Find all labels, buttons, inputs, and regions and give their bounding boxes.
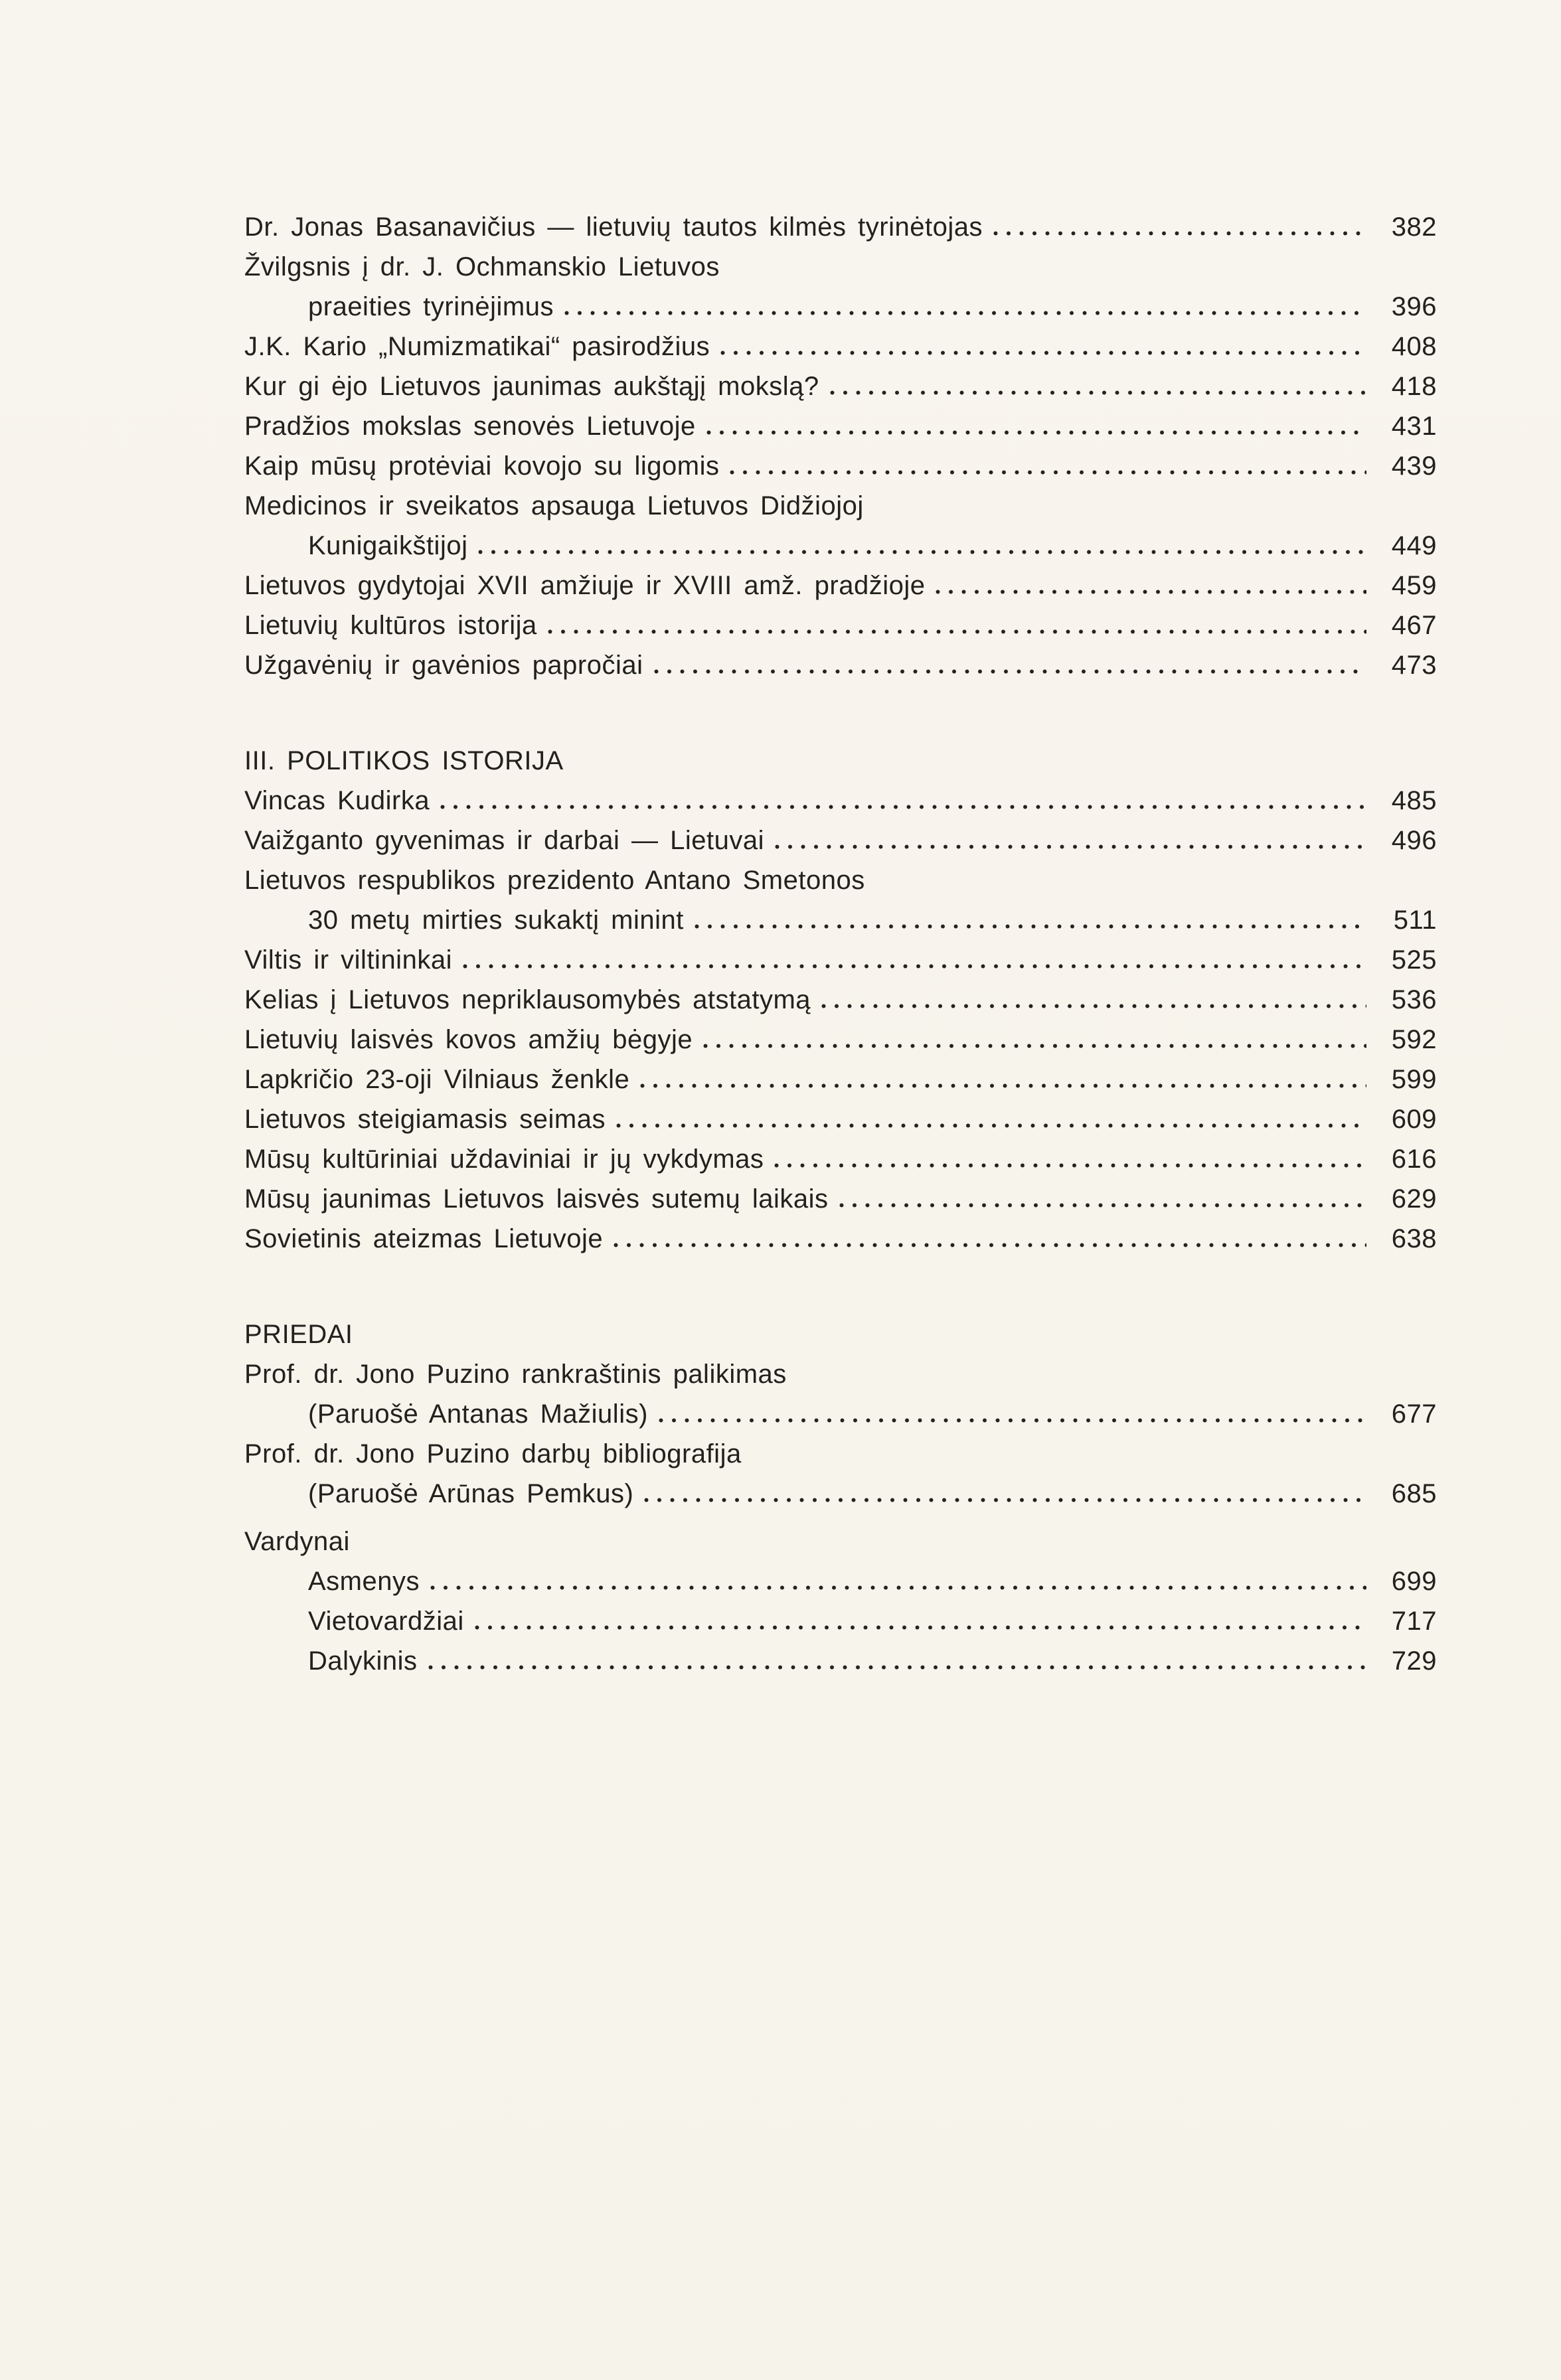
toc-entry — [244, 486, 1437, 526]
toc-entry — [244, 1099, 1437, 1139]
section-heading-politikos-istorija — [244, 741, 1437, 781]
toc-entry-page-number: 396 — [1391, 292, 1437, 321]
toc-entry — [244, 1219, 1437, 1259]
section-heading-priedai — [244, 1314, 1437, 1354]
toc-entry-page-number: 459 — [1391, 571, 1437, 600]
toc-entry — [244, 207, 1437, 247]
dot-leader — [830, 390, 1366, 395]
section-heading-label: III. POLITIKOS ISTORIJA — [244, 746, 564, 775]
toc-entry-page-number: 431 — [1391, 412, 1437, 441]
toc-entry — [244, 1394, 1437, 1434]
toc-entry-title: Lietuvių laisvės kovos amžių bėgyje — [244, 1025, 693, 1054]
toc-entry-title: Lietuvos gydytojai XVII amžiuje ir XVIII amž. pradžioje — [244, 571, 926, 600]
toc-entry — [244, 645, 1437, 685]
toc-entry-title: praeities tyrinėjimus — [308, 292, 554, 321]
toc-entry-title: Lietuvos respublikos prezidento Antano Smetonos — [244, 866, 865, 895]
toc-entry-page-number: 629 — [1391, 1184, 1437, 1214]
dot-leader — [695, 924, 1366, 929]
toc-entry — [244, 406, 1437, 446]
toc-entry-page-number: 599 — [1391, 1065, 1437, 1094]
toc-section-priedai — [244, 1314, 1437, 1681]
toc-entry-title: Dr. Jonas Basanavičius — lietuvių tautos kilmės tyrinėtojas — [244, 212, 983, 242]
toc-entry-title: Viltis ir viltininkai — [244, 945, 452, 975]
dot-leader — [640, 1083, 1366, 1088]
toc-entry — [244, 1434, 1437, 1474]
toc-entry — [244, 247, 1437, 287]
toc-entry-page-number: 729 — [1391, 1646, 1437, 1676]
toc-entry — [244, 1139, 1437, 1179]
toc-entry — [244, 1354, 1437, 1394]
toc-entry-title: Asmenys — [308, 1567, 420, 1596]
toc-entry-title: Kelias į Lietuvos nepriklausomybės atstatymą — [244, 985, 811, 1014]
toc-entry — [244, 605, 1437, 645]
toc-entry-title: Medicinos ir sveikatos apsauga Lietuvos Didžiojoj — [244, 491, 864, 520]
dot-leader — [616, 1123, 1366, 1128]
toc-entry-title: Užgavėnių ir gavėnios papročiai — [244, 651, 643, 680]
dot-leader — [428, 1665, 1366, 1670]
dot-leader — [644, 1498, 1366, 1502]
toc-entry — [244, 1060, 1437, 1099]
dot-leader — [720, 351, 1366, 355]
dot-leader — [993, 231, 1366, 236]
toc-entry-title: Dalykinis — [308, 1646, 418, 1676]
toc-entry-title: Vietovardžiai — [308, 1607, 464, 1636]
toc-entry-title: Prof. dr. Jono Puzino rankraštinis palikimas — [244, 1360, 787, 1389]
toc-entry-title: Vaižganto gyvenimas ir darbai — Lietuvai — [244, 826, 764, 855]
toc-entry — [244, 287, 1437, 327]
toc-entry-title: Sovietinis ateizmas Lietuvoje — [244, 1224, 604, 1253]
toc-entry — [244, 1601, 1437, 1641]
toc-entry-page-number: 525 — [1391, 945, 1437, 975]
toc-entry-title: Prof. dr. Jono Puzino darbų bibliografija — [244, 1439, 742, 1468]
toc-entry-page-number: 638 — [1391, 1224, 1437, 1253]
dot-leader — [936, 590, 1366, 594]
toc-entry — [244, 781, 1437, 821]
toc-entry — [244, 327, 1437, 366]
toc-entry-page-number: 616 — [1391, 1145, 1437, 1174]
toc-entry-page-number: 685 — [1391, 1479, 1437, 1508]
toc-entry-title: (Paruošė Arūnas Pemkus) — [308, 1479, 634, 1508]
dot-leader — [654, 669, 1367, 674]
toc-entry — [244, 1641, 1437, 1681]
toc-entry-title: 30 metų mirties sukaktį minint — [308, 906, 684, 935]
toc-entry-page-number: 496 — [1391, 826, 1437, 855]
toc-entry — [244, 366, 1437, 406]
toc-entry-page-number: 418 — [1391, 372, 1437, 401]
toc-entry-page-number: 699 — [1391, 1567, 1437, 1596]
dot-leader — [430, 1585, 1366, 1590]
toc-entry-title: Mūsų jaunimas Lietuvos laisvės sutemų laikais — [244, 1184, 829, 1214]
toc-entry-page-number: 382 — [1391, 212, 1437, 242]
toc-entry — [244, 860, 1437, 900]
toc-entry-page-number: 473 — [1391, 651, 1437, 680]
toc-entry — [244, 1020, 1437, 1060]
dot-leader — [659, 1418, 1366, 1423]
section-heading-label: PRIEDAI — [244, 1320, 353, 1349]
dot-leader — [440, 805, 1366, 809]
toc-subheading — [244, 1522, 1437, 1561]
toc-entry-page-number: 467 — [1391, 611, 1437, 640]
dot-leader — [475, 1625, 1366, 1630]
toc-entry — [244, 1179, 1437, 1219]
toc-entry — [244, 940, 1437, 980]
toc-entry-page-number: 408 — [1391, 332, 1437, 361]
toc-section-politikos-istorija — [244, 741, 1437, 1259]
toc-entry-page-number: 485 — [1391, 786, 1437, 815]
dot-leader — [774, 1163, 1366, 1168]
toc-entry-title: Kaip mūsų protėviai kovojo su ligomis — [244, 451, 720, 481]
toc-entry-title: Žvilgsnis į dr. J. Ochmanskio Lietuvos — [244, 252, 720, 281]
toc-entry-title: Lietuvių kultūros istorija — [244, 611, 537, 640]
toc-entry-page-number: 439 — [1391, 451, 1437, 481]
toc-entry — [244, 980, 1437, 1020]
dot-leader — [614, 1243, 1366, 1247]
toc-entry-title: J.K. Kario „Numizmatikai“ pasirodžius — [244, 332, 710, 361]
toc-entry-page-number: 717 — [1391, 1607, 1437, 1636]
toc-entry-title: Mūsų kultūriniai uždaviniai ir jų vykdymas — [244, 1145, 764, 1174]
dot-leader — [775, 844, 1366, 849]
dot-leader — [463, 964, 1366, 969]
dot-leader — [478, 550, 1366, 554]
dot-leader — [703, 1044, 1366, 1048]
dot-leader — [706, 430, 1366, 435]
toc-entry — [244, 900, 1437, 940]
dot-leader — [564, 311, 1366, 315]
dot-leader — [730, 470, 1366, 475]
toc-entry-title: Pradžios mokslas senovės Lietuvoje — [244, 412, 696, 441]
toc-entry-page-number: 449 — [1391, 531, 1437, 560]
dot-leader — [839, 1203, 1366, 1208]
toc-entry-page-number: 536 — [1391, 985, 1437, 1014]
toc-entry-page-number: 609 — [1391, 1105, 1437, 1134]
toc-entry-title: (Paruošė Antanas Mažiulis) — [308, 1399, 648, 1429]
dot-leader — [548, 629, 1366, 634]
toc-entry-title: Lietuvos steigiamasis seimas — [244, 1105, 606, 1134]
toc-section-history-continued — [244, 207, 1437, 685]
toc-entry-title: Kunigaikštijoj — [308, 531, 468, 560]
toc-entry — [244, 1474, 1437, 1514]
toc-entry — [244, 526, 1437, 566]
dot-leader — [821, 1004, 1366, 1008]
toc-entry-title: Lapkričio 23-oji Vilniaus ženkle — [244, 1065, 630, 1094]
toc-entry-title: Vincas Kudirka — [244, 786, 430, 815]
toc-entry-page-number: 511 — [1393, 906, 1437, 935]
toc-entry — [244, 566, 1437, 605]
table-of-contents — [244, 207, 1437, 1681]
toc-entry — [244, 1561, 1437, 1601]
toc-entry-title: Kur gi ėjo Lietuvos jaunimas aukštąjį mokslą? — [244, 372, 819, 401]
toc-entry-page-number: 677 — [1391, 1399, 1437, 1429]
toc-entry — [244, 446, 1437, 486]
toc-entry-title: Vardynai — [244, 1527, 350, 1556]
toc-entry-page-number: 592 — [1391, 1025, 1437, 1054]
toc-entry — [244, 821, 1437, 860]
